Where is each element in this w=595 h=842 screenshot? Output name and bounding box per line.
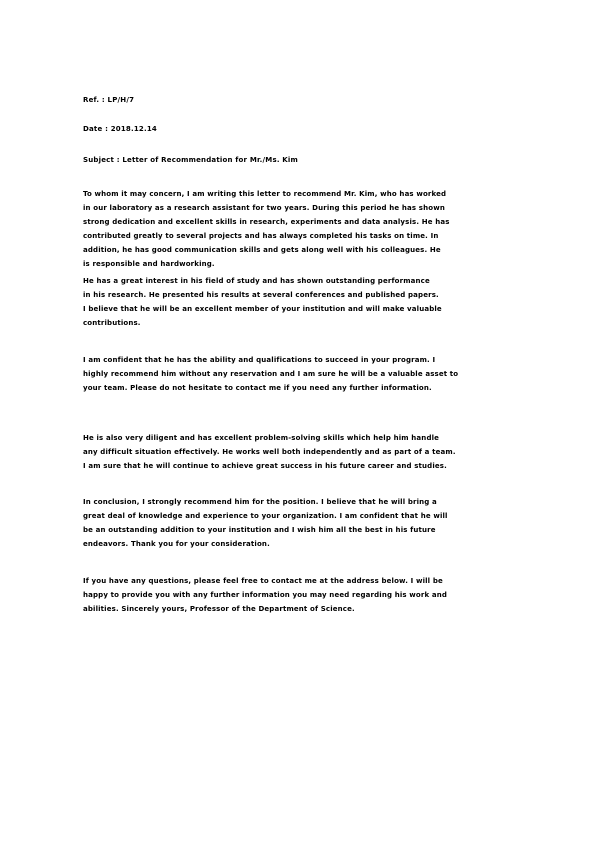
paragraph-line: I am sure that he will continue to achieve great success in his future career and studies.	[83, 462, 447, 470]
paragraph-line: contributed greatly to several projects and has always completed his tasks on time. In	[83, 232, 439, 240]
subject-line: Subject : Letter of Recommendation for Mr./Ms. Kim	[83, 156, 299, 164]
paragraph-line: In conclusion, I strongly recommend him for the position. I believe that he will bring a	[83, 498, 437, 506]
paragraph-line: contributions.	[83, 319, 141, 327]
paragraph-line: is responsible and hardworking.	[83, 260, 215, 268]
paragraph-line: I believe that he will be an excellent member of your institution and will make valuable	[83, 305, 442, 313]
paragraph-line	[83, 395, 513, 409]
paragraph-line: I am confident that he has the ability and qualifications to succeed in your program. I	[83, 356, 436, 364]
paragraph-4	[83, 431, 513, 473]
paragraph-line: your team. Please do not hesitate to contact me if you need any further information.	[83, 384, 432, 392]
reference-line: Ref. : LP/H/7	[83, 96, 135, 104]
paragraph-line: any difficult situation effectively. He works well both independently and as part of a team.	[83, 448, 456, 456]
paragraph-line: endeavors. Thank you for your consideration.	[83, 540, 270, 548]
paragraph-line: be an outstanding addition to your institution and I wish him all the best in his future	[83, 526, 436, 534]
paragraph-1	[83, 187, 513, 271]
paragraph-line: abilities. Sincerely yours, Professor of the Department of Science.	[83, 605, 355, 613]
paragraph-line: If you have any questions, please feel free to contact me at the address below. I will be	[83, 577, 443, 585]
paragraph-line: He is also very diligent and has excellent problem-solving skills which help him handle	[83, 434, 440, 442]
date-line: Date : 2018.12.14	[83, 125, 157, 133]
paragraph-5	[83, 495, 513, 551]
paragraph-line: happy to provide you with any further information you may need regarding his work and	[83, 591, 448, 599]
paragraph-6	[83, 574, 513, 616]
paragraph-line: strong dedication and excellent skills in research, experiments and data analysis. He has	[83, 218, 450, 226]
letter-body	[83, 187, 513, 616]
paragraph-2	[83, 274, 513, 330]
paragraph-3	[83, 353, 513, 409]
paragraph-line: highly recommend him without any reservation and I am sure he will be a valuable asset to	[83, 370, 459, 378]
paragraph-line: in our laboratory as a research assistant for two years. During this period he has shown	[83, 204, 445, 212]
paragraph-line: great deal of knowledge and experience to your organization. I am confident that he will	[83, 512, 448, 520]
paragraph-line: To whom it may concern, I am writing this letter to recommend Mr. Kim, who has worked	[83, 190, 447, 198]
paragraph-line: in his research. He presented his results at several conferences and published papers.	[83, 291, 439, 299]
paragraph-line: addition, he has good communication skills and gets along well with his colleagues. He	[83, 246, 441, 254]
letter-header	[83, 96, 523, 164]
paragraph-line: He has a great interest in his field of study and has shown outstanding performance	[83, 277, 430, 285]
